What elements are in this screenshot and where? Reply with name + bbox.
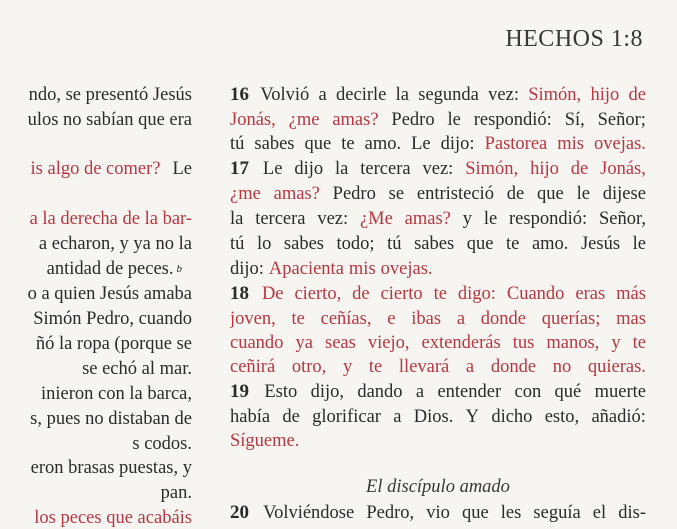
narrative-text: le — [576, 184, 590, 204]
narrative-text: Volvió — [260, 85, 310, 105]
narrative-text: Le — [262, 159, 283, 179]
narrative-text: respondió: — [473, 110, 552, 130]
narrative-text: ndo, se presentó Jesús — [28, 85, 192, 105]
narrative-text: Dios. — [413, 407, 454, 427]
words-of-jesus: mas — [616, 309, 646, 329]
text-line — [230, 501, 646, 525]
narrative-text: te — [341, 134, 355, 154]
narrative-text: seguía — [533, 503, 581, 523]
narrative-text: eron brasas puestas, y — [30, 458, 192, 478]
narrative-text: sabes — [254, 134, 295, 154]
words-of-jesus: joven, — [230, 309, 276, 329]
narrative-text: Señor; — [597, 110, 646, 130]
text-line — [0, 83, 192, 107]
text-line — [0, 407, 192, 431]
words-of-jesus: a — [456, 309, 466, 329]
words-of-jesus: Cuando — [506, 284, 565, 304]
narrative-text: dijo — [294, 159, 324, 179]
narrative-text: entristeció — [416, 184, 494, 204]
words-of-jesus: De — [261, 284, 284, 304]
words-of-jesus: mis — [557, 134, 585, 154]
text-line — [0, 108, 192, 132]
text-line — [230, 232, 646, 256]
narrative-text: Pedro — [332, 184, 376, 204]
words-of-jesus: no — [552, 357, 572, 377]
text-line — [0, 257, 192, 281]
narrative-text: se echó al mar. — [82, 359, 192, 379]
narrative-text: todo; — [336, 234, 375, 254]
words-of-jesus: de — [352, 284, 370, 304]
narrative-text: le — [632, 234, 646, 254]
narrative-text: decirle — [336, 85, 387, 105]
words-of-jesus: Sígueme. — [230, 431, 300, 451]
text-line — [0, 332, 192, 356]
words-of-jesus: quieras. — [587, 357, 646, 377]
words-of-jesus: y — [342, 357, 353, 377]
verse-number: 18 — [230, 283, 249, 304]
narrative-text: segunda — [418, 85, 479, 105]
narrative-text: Y — [465, 407, 480, 427]
narrative-text: vez: — [422, 159, 454, 179]
narrative-text: dis- — [618, 503, 646, 523]
narrative-text: Señor, — [598, 209, 646, 229]
narrative-text: vio — [426, 503, 450, 523]
narrative-text: vez: — [317, 209, 349, 229]
words-of-jesus: y — [611, 333, 621, 353]
narrative-text: antidad de peces. — [46, 259, 174, 279]
words-of-jesus: ibas — [411, 309, 442, 329]
narrative-text: entender — [437, 382, 502, 402]
narrative-text: Volviéndose — [263, 503, 355, 523]
narrative-text: que — [537, 184, 564, 204]
footnote-marker: b — [176, 263, 182, 275]
words-of-jesus: manos, — [546, 333, 600, 353]
words-of-jesus: amas? — [332, 110, 379, 130]
narrative-text: que — [461, 503, 489, 523]
narrative-text: a echaron, y ya no la — [38, 234, 192, 254]
narrative-text: les — [500, 503, 522, 523]
narrative-text: ñó la ropa (porque se — [35, 334, 192, 354]
text-line — [230, 307, 646, 331]
narrative-text: muerte — [594, 382, 646, 402]
narrative-text: Sí, — [564, 110, 585, 130]
text-line — [0, 157, 192, 181]
text-line — [230, 108, 646, 132]
narrative-text: Simón Pedro, cuando — [33, 309, 192, 329]
right-column — [230, 0, 646, 529]
text-line — [0, 456, 192, 480]
narrative-text: que — [466, 234, 494, 254]
text-line — [230, 157, 646, 181]
words-of-jesus: amas? — [273, 184, 320, 204]
narrative-text: dijo: — [230, 259, 264, 279]
words-of-jesus: digo: — [457, 284, 496, 304]
words-of-jesus: ya — [295, 333, 313, 353]
narrative-text: tercera — [255, 209, 306, 229]
words-of-jesus: ovejas. — [594, 134, 646, 154]
text-line — [0, 357, 192, 381]
narrative-text: a — [393, 407, 402, 427]
narrative-text: le — [483, 209, 498, 229]
words-of-jesus: Pastorea — [484, 134, 548, 154]
words-of-jesus: Simón, — [528, 85, 582, 105]
narrative-text: añadió: — [591, 407, 646, 427]
narrative-text: Le — [172, 159, 192, 179]
words-of-jesus: llevará — [398, 357, 450, 377]
text-line — [0, 282, 192, 306]
text-line — [230, 257, 646, 281]
narrative-text: Le — [411, 134, 431, 154]
narrative-text: lo — [256, 234, 272, 254]
section-heading: El discípulo amado — [366, 477, 510, 497]
narrative-text: tercera — [360, 159, 411, 179]
narrative-text: el — [592, 503, 607, 523]
words-of-jesus: te — [433, 284, 447, 304]
narrative-text: sabes — [283, 234, 324, 254]
words-of-jesus: querías; — [541, 309, 601, 329]
words-of-jesus: Apacienta — [268, 259, 344, 279]
text-line — [230, 405, 646, 429]
text-line — [0, 481, 192, 505]
narrative-text: había — [230, 407, 271, 427]
narrative-text: Jesús — [580, 234, 621, 254]
words-of-jesus: Jonás, — [600, 159, 646, 179]
text-line — [230, 182, 646, 206]
words-of-jesus: e — [387, 309, 396, 329]
narrative-text: s, pues no distaban de — [30, 409, 192, 429]
narrative-text: Pedro — [391, 110, 435, 130]
narrative-text: con — [514, 382, 542, 402]
narrative-text: tú — [230, 234, 245, 254]
narrative-text: o a quien Jesús amaba — [27, 284, 192, 304]
words-of-jesus: otro, — [291, 357, 327, 377]
narrative-text: que — [304, 134, 332, 154]
words-of-jesus: Jonás, — [230, 110, 276, 130]
narrative-text: te — [506, 234, 520, 254]
narrative-text: ulos no sabían que era — [27, 110, 192, 130]
words-of-jesus: ceñirá — [230, 357, 276, 377]
words-of-jesus: a la derecha de la bar- — [29, 209, 192, 229]
narrative-text: y — [462, 209, 472, 229]
text-line — [0, 207, 192, 231]
words-of-jesus: eras — [575, 284, 606, 304]
verse-number: 20 — [230, 502, 249, 523]
words-of-jesus: ovejas. — [380, 259, 433, 279]
narrative-text: a — [318, 85, 327, 105]
words-of-jesus: amas? — [404, 209, 451, 229]
words-of-jesus: más — [616, 284, 646, 304]
narrative-text: de — [282, 407, 300, 427]
words-of-jesus: viejo, — [367, 333, 410, 353]
words-of-jesus: te — [291, 309, 305, 329]
words-of-jesus: te — [632, 333, 646, 353]
words-of-jesus: cierto, — [294, 284, 342, 304]
text-line — [230, 282, 646, 306]
narrative-text: de — [506, 184, 525, 204]
text-line — [230, 207, 646, 231]
words-of-jesus: donde — [490, 357, 537, 377]
words-of-jesus: ceñías, — [320, 309, 372, 329]
narrative-text: dijese — [602, 184, 646, 204]
words-of-jesus: hijo — [590, 85, 620, 105]
text-line — [230, 331, 646, 355]
verse-number: 16 — [230, 84, 249, 105]
verse-number: 19 — [230, 381, 249, 402]
narrative-text: dijo: — [440, 134, 475, 154]
text-line — [230, 429, 646, 453]
narrative-text: amo. — [364, 134, 402, 154]
words-of-jesus: de — [628, 85, 646, 105]
narrative-text: dicho — [491, 407, 533, 427]
page-header: HECHOS 1:8 — [505, 26, 643, 52]
words-of-jesus: Simón, — [465, 159, 519, 179]
narrative-text: la — [230, 209, 244, 229]
narrative-text: inieron con la barca, — [40, 384, 192, 404]
narrative-text: a — [415, 382, 425, 402]
narrative-text: esto, — [544, 407, 580, 427]
narrative-text: se — [388, 184, 405, 204]
words-of-jesus: te — [368, 357, 383, 377]
words-of-jesus: hijo — [530, 159, 559, 179]
words-of-jesus: de — [570, 159, 589, 179]
text-line — [230, 355, 646, 379]
words-of-jesus: donde — [480, 309, 527, 329]
narrative-text: vez: — [488, 85, 519, 105]
text-line — [0, 307, 192, 331]
narrative-text: Pedro, — [366, 503, 415, 523]
text-line — [0, 506, 192, 529]
left-column — [0, 0, 192, 529]
narrative-text: pan. — [160, 483, 192, 503]
narrative-text: s codos. — [132, 434, 192, 454]
narrative-text: dijo, — [310, 382, 344, 402]
text-line — [0, 382, 192, 406]
words-of-jesus: ¿me — [288, 110, 320, 130]
words-of-jesus: ¿me — [230, 184, 261, 204]
words-of-jesus: tus — [512, 333, 535, 353]
text-line — [0, 432, 192, 456]
narrative-text: sabes — [414, 234, 455, 254]
narrative-text: amo. — [531, 234, 569, 254]
narrative-text: qué — [554, 382, 582, 402]
narrative-text: la — [335, 159, 349, 179]
narrative-text: dando — [357, 382, 403, 402]
words-of-jesus: los peces que acabáis — [34, 508, 192, 528]
narrative-text: glorificar — [312, 407, 381, 427]
narrative-text: tú — [230, 134, 245, 154]
narrative-text: le — [447, 110, 461, 130]
words-of-jesus: extenderás — [421, 333, 501, 353]
words-of-jesus: cuando — [230, 333, 284, 353]
narrative-text: tú — [387, 234, 402, 254]
text-line — [0, 232, 192, 256]
words-of-jesus: cierto — [380, 284, 423, 304]
verse-number: 17 — [230, 158, 249, 179]
words-of-jesus: ¿Me — [359, 209, 393, 229]
words-of-jesus: mis — [348, 259, 376, 279]
text-line — [230, 83, 646, 107]
narrative-text: la — [395, 85, 409, 105]
words-of-jesus: seas — [325, 333, 356, 353]
narrative-text: respondió: — [509, 209, 588, 229]
narrative-text: Esto — [264, 382, 298, 402]
words-of-jesus: is algo de comer? — [30, 159, 161, 179]
words-of-jesus: a — [465, 357, 475, 377]
text-line — [230, 380, 646, 404]
text-line — [230, 132, 646, 156]
